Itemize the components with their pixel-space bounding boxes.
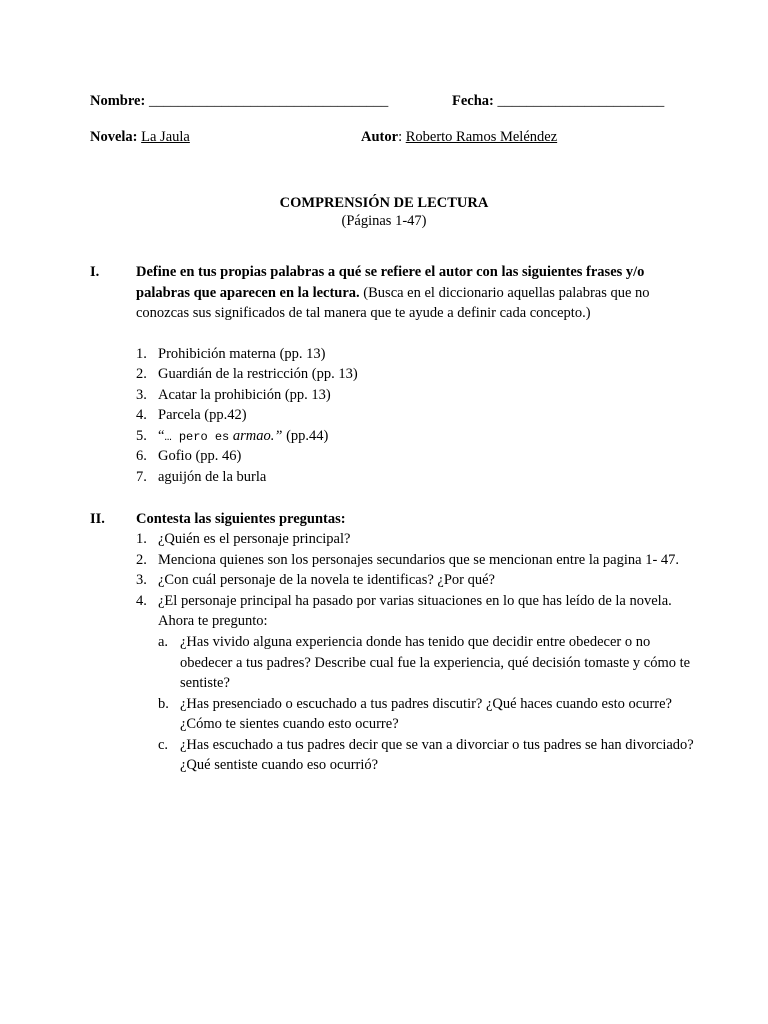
list-item: [136, 364, 358, 385]
list-item-text: aguijón de la burla: [158, 469, 267, 485]
list-item: [136, 385, 331, 406]
section-1-instruction-plain: (Busca en el diccionario aquellas palabras que no: [359, 285, 650, 301]
question-item: [136, 529, 350, 550]
autor-value: Roberto Ramos Meléndez: [405, 129, 558, 145]
list-item-number: 2.: [136, 366, 147, 382]
subquestion-line: ¿Has escuchado a tus padres decir que se van a divorciar o tus padres se han divorciado?: [180, 737, 694, 753]
question-item: [136, 591, 672, 612]
section-1-instruction-bold: palabras que aparecen en la lectura.: [136, 285, 360, 301]
list-item-number: 4.: [136, 407, 147, 423]
nombre-blank[interactable]: _________________________________: [148, 93, 389, 109]
list-item-quote-mono: … pero es: [164, 430, 230, 444]
subquestion-letter: c.: [158, 737, 169, 753]
list-item-text: Prohibición materna (pp. 13): [158, 346, 326, 362]
question-text: ¿Quién es el personaje principal?: [158, 531, 351, 547]
list-item-text: Guardián de la restricción (pp. 13): [158, 366, 358, 382]
autor-colon: :: [398, 129, 403, 145]
subquestion-line: ¿Has vivido alguna experiencia donde has tenido que decidir entre obedecer o no: [180, 634, 651, 650]
novela-field: [90, 127, 190, 148]
nombre-field: [90, 91, 388, 112]
subquestion-line: ¿Cómo te sientes cuando esto ocurre?: [180, 716, 399, 732]
subquestion-line: ¿Qué sentiste cuando eso ocurrió?: [180, 757, 379, 773]
page-title: COMPRENSIÓN DE LECTURA: [279, 195, 489, 211]
page-subtitle: (Páginas 1-47): [341, 213, 427, 229]
novela-value: La Jaula: [141, 129, 190, 145]
question-number: 4.: [136, 593, 147, 609]
list-item-quote-open: “: [158, 428, 165, 444]
question-text-continued: Ahora te pregunto:: [158, 613, 268, 629]
section-1-numeral: I.: [90, 264, 100, 280]
subquestion-line: ¿Has presenciado o escuchado a tus padres discutir? ¿Qué haces cuando esto ocurre?: [180, 696, 672, 712]
section-1-instruction-line-3: conozcas sus significados de tal manera que te ayude a definir cada concepto.): [136, 305, 591, 321]
list-item: [136, 467, 266, 488]
list-item: [136, 344, 326, 365]
section-1-instruction-line-1: Define en tus propias palabras a qué se refiere el autor con las siguientes frases y/o: [136, 264, 645, 280]
list-item-number: 5.: [136, 428, 147, 444]
subquestion-letter: a.: [158, 634, 169, 650]
list-item-number: 1.: [136, 346, 147, 362]
list-item-text: Parcela (pp.42): [158, 407, 247, 423]
fecha-label: Fecha:: [452, 93, 494, 109]
list-item-number: 6.: [136, 448, 147, 464]
list-item: [136, 446, 241, 467]
autor-label: Autor: [361, 129, 399, 145]
fecha-blank[interactable]: _______________________: [497, 93, 665, 109]
section-2-numeral: II.: [90, 511, 105, 527]
question-number: 1.: [136, 531, 147, 547]
list-item: [136, 426, 328, 448]
list-item-number: 7.: [136, 469, 147, 485]
list-item-text: Gofio (pp. 46): [158, 448, 242, 464]
list-item-text: (pp.44): [282, 428, 329, 444]
section-1-instruction-line-2: [136, 283, 650, 304]
list-item-quote-italic: armao.”: [229, 428, 283, 444]
nombre-label: Nombre:: [90, 93, 146, 109]
autor-field: [361, 127, 557, 148]
question-item: [136, 550, 679, 571]
question-item: [136, 570, 495, 591]
subquestion-item: [158, 694, 672, 715]
subquestion-line: sentiste?: [180, 675, 230, 691]
question-number: 2.: [136, 552, 147, 568]
novela-label: Novela:: [90, 129, 138, 145]
subquestion-item: [158, 735, 694, 756]
subquestion-line: obedecer a tus padres? Describe cual fue la experiencia, qué decisión tomaste y cómo te: [180, 655, 691, 671]
section-2-instruction: Contesta las siguientes preguntas:: [136, 511, 346, 527]
list-item: [136, 405, 247, 426]
question-text: Menciona quienes son los personajes secundarios que se mencionan entre la pagina 1- 47.: [158, 552, 680, 568]
question-text: ¿Con cuál personaje de la novela te identificas? ¿Por qué?: [158, 572, 495, 588]
subquestion-letter: b.: [158, 696, 169, 712]
list-item-number: 3.: [136, 387, 147, 403]
subquestion-item: [158, 632, 650, 653]
question-text: ¿El personaje principal ha pasado por varias situaciones en lo que has leído de la novela.: [158, 593, 672, 609]
list-item-text: Acatar la prohibición (pp. 13): [158, 387, 331, 403]
question-number: 3.: [136, 572, 147, 588]
fecha-field: [452, 91, 664, 112]
